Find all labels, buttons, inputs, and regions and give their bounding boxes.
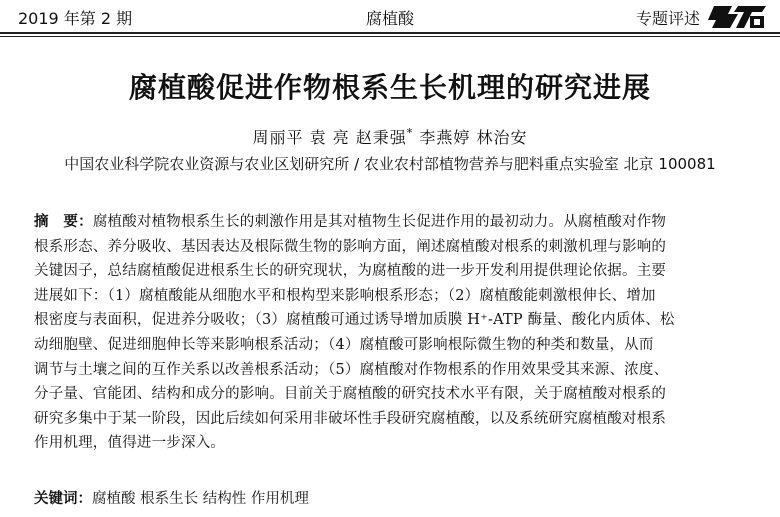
abstract-line: 研究多集中于某一阶段，因此后续如何采用非破坏性手段研究腐植酸，以及系统研究腐植酸对根系 xyxy=(34,410,667,427)
keywords xyxy=(34,487,309,508)
section-name: 专题评述 xyxy=(635,9,700,28)
abstract-line: 根密度与表面积，促进养分吸收；（3）腐植酸可通过诱导增加质膜 H⁺-ATP 酶量、酸化内质体、松 xyxy=(34,312,675,329)
header-rule-thin xyxy=(0,36,780,37)
abstract-line: 分子量、官能团、结构和成分的影响。目前关于腐植酸的研究技术水平有限，关于腐植酸对根系的 xyxy=(34,386,667,403)
abstract-line xyxy=(34,210,754,235)
corresponding-mark: * xyxy=(406,126,414,140)
authors-part1: 周丽平 袁 亮 赵秉强 xyxy=(252,128,407,147)
issue-number: 2019 年第 2 期 xyxy=(18,9,133,28)
keywords-label: 关键词： xyxy=(34,491,92,507)
abstract-text: 腐植酸对植物根系生长的刺激作用是其对植物生长促进作用的最初动力。从腐植酸对作物 xyxy=(92,214,667,230)
abstract-label: 摘 要： xyxy=(34,214,93,230)
affiliation: 中国农业科学院农业资源与农业区划研究所 / 农业农村部植物营养与肥料重点实验室 北京 100081 xyxy=(64,155,716,173)
header-rule xyxy=(0,32,780,34)
author-list xyxy=(0,125,780,148)
article-title: 腐植酸促进作物根系生长机理的研究进展 xyxy=(128,71,651,104)
abstract-line: 根系形态、养分吸收、基因表达及根际微生物的影响方面，阐述腐植酸对根系的刺激机理与影响的 xyxy=(34,238,667,255)
abstract xyxy=(34,210,754,456)
abstract-line: 动细胞壁、促进细胞伸长等来影响根系活动；（4）腐植酸可影响根际微生物的种类和数量，从而 xyxy=(34,336,654,353)
abstract-line: 进展如下：（1）腐植酸能从细胞水平和根构型来影响根系形态；（2）腐植酸能刺激根伸长、增加 xyxy=(34,287,656,304)
keywords-value: 腐植酸 根系生长 结构性 作用机理 xyxy=(92,491,309,507)
running-header xyxy=(0,0,780,34)
authors-part2: 李燕婷 林治安 xyxy=(413,128,528,147)
abstract-line: 关键因子，总结腐植酸促进根系生长的研究现状，为腐植酸的进一步开发利用提供理论依据。主要 xyxy=(34,263,667,280)
journal-name: 腐植酸 xyxy=(365,9,414,28)
journal-logo-icon xyxy=(708,2,768,30)
abstract-line: 作用机理，值得进一步深入。 xyxy=(34,435,226,452)
abstract-line: 调节与土壤之间的互作关系以改善根系活动；（5）腐植酸对作物根系的作用效果受其来源、浓度、 xyxy=(34,361,669,378)
